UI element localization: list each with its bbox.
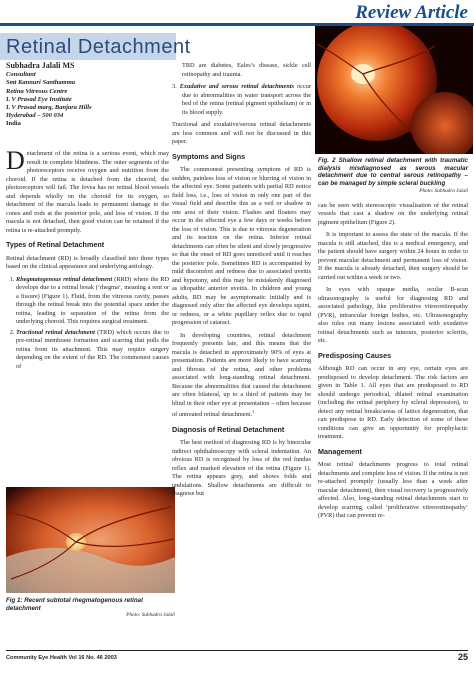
paragraph: The commonest presenting symptom of RD is sudden, painless loss of vision or blurring of vision in the affected eye. Some patients with partial RD notice field loss, i.e., loss of vision in only one part of the visual field and describe this as a veil or shadow in one area of their vision. Flashes and floaters may occur in the affected eye a few days or weeks before the loss of vision. This is due to vitreous degeneration and its traction on the retina. Inferior retinal detachments can often be silent and slowly progressive so that the onset of RD goes unnoticed until it reaches the posterior pole. Sometimes RD is accompanied by mild discomfort and redness due to associated uveitis and hypotony, and this may be mistakenly diagnosed as idiopathic anterior uveitis. In children and young adults, RD may be asymptomatic initially and is diagnosed only after the affected eye develops squint, or redness, or a white pupillary reflex due to rapid progression of cataract.: [172, 166, 311, 326]
article-title: Retinal Detachment: [6, 36, 191, 58]
column-1: [6, 146, 170, 373]
author-line: India: [6, 120, 21, 128]
paragraph: It is important to assess the state of the macula. If the macula is still attached, this is a medical emergency, and the patient should have surgery within 24 hours in order to prevent macular detachment and permanent loss of vision. If the macula is already detached, then surgery should be carried out within a week or two.: [318, 231, 468, 281]
column-3: [318, 157, 468, 525]
drop-cap: D: [6, 146, 25, 175]
author-line: L V Prasad marg, Banjara Hills: [6, 104, 92, 112]
author-line: L V Prasad Eye Institute: [6, 95, 72, 103]
figure-2-credit: Photo: Subhadra Jalali: [419, 188, 468, 195]
paragraph: TRD are diabetes, Eales’s disease, sickle cell retinopathy and trauma.: [182, 62, 311, 78]
types-heading: Types of Retinal Detachment: [6, 240, 105, 249]
list-item: 1. Rhegmatogenous retinal detachment (RRD) where the RD develops due to a retinal break (‘rhegma’, meaning a rent or a fissure) (Figure 1). Fluid, from the vitreous cavity, passes through the retinal break into the potential space under the retina, leading to separation of the retina from the underlying choroid. This requires surgical treatment.: [16, 276, 169, 327]
figure-2-image: [315, 26, 473, 154]
figure-1-image: [6, 487, 175, 593]
author-block: [6, 62, 176, 129]
list-item-3: 3. Exudative and serous retinal detachments occur due to abnormalities in water transport across the bed of the retina (retinal pigment epithelium) or in its blood supply.: [172, 83, 312, 116]
author-line: Smt Kannuri Santhamma: [6, 79, 76, 87]
author-line: Consultant: [6, 71, 36, 79]
author-name: Subhadra Jalali MS: [6, 61, 75, 70]
paragraph: Although RD can occur in any eye, certain eyes are predisposed to develop detachment. The risk factors are given in Table 1. All eyes that are predisposed to RD should undergo periodical, dilated retinal examination (including the retinal periphery by scleral depression), to detect any retinal breaks/areas of lattice degeneration, that can predispose to RD. Early detection of some of these conditions can give an opportunity for prophylactic treatment.: [318, 365, 468, 441]
column-2: [172, 62, 311, 503]
fundus-photo-1: [6, 487, 175, 593]
paragraph: Tractional and exudative/serous retinal detachments are less common and will not be discussed in this paper.: [172, 121, 311, 145]
paragraph: can be seen with stereoscopic visualisation of the retinal vessels that cast a shadow on the underlying retinal pigment epithelium (Figure 2).: [318, 201, 468, 226]
paragraph: In eyes with opaque media, ocular B-scan ultrasonography is useful for diagnosing RD and associated pathology, like proliferative vitreoretinopathy (PVR), intraocular foreign bodies, etc. Ultrasonography also rules out many lesions associated with exudative retinal detachments such as tumours, posterior scleritis, etc.: [318, 286, 468, 345]
figure-2-caption: Fig. 2 Shallow retinal detachment with traumatic dialysis misdiagnosed as serous macular detachment due to central serous retinopathy – can be managed by simple scleral buckling: [318, 157, 468, 187]
signs-heading: Symptoms and Signs: [172, 151, 246, 161]
diagnosis-heading: Diagnosis of Retinal Detachment: [172, 424, 285, 434]
figure-1-caption-block: [6, 597, 175, 618]
types-list: [6, 276, 169, 372]
section-label: Review Article: [355, 2, 468, 23]
types-intro: Retinal detachment (RD) is broadly classified into three types based on the clinical appearance and underlying aetiology.: [6, 254, 169, 270]
page-number: 25: [457, 652, 468, 662]
intro-paragraph: Detachment of the retina is a serious event, which may result in complete blindness. The outer segments of the photoreceptors receive oxygen and nutrition from the choroid. If the retina is detached from the choroid, the photoreceptors will fail. The fovea has no retinal blood vessels and depends wholly on the choroid for its oxygen, so detachment of the macula leads to permanent damage to the cones and rods at the posterior pole, and loss of vision. If the macula is not detached, then good vision can be retained if the retina is re-attached promptly.: [6, 146, 169, 234]
footer-rule: [6, 650, 468, 651]
paragraph: The best method of diagnosing RD is by binocular indirect ophthalmoscopy with scleral indentation. An obvious RD is recognised by loss of the red fundus reflex and marked elevation of the retina (Figure 1). The retina appears grey, and shows folds and undulations. Shallow detachments are difficult to diagnose but: [172, 439, 311, 498]
paragraph: Most retinal detachments progress to total retinal detachments and complete loss of vision. If the retina is not re-attached promptly (usually less than a week after macular detachment), then visual recovery is progressively affected. Also, long-standing retinal detachments start to develop scarring, called ‘proliferative vitreoretinopathy’ (PVR) that can prevent re-: [318, 461, 468, 520]
management-heading: Management: [318, 446, 362, 456]
figure-1-credit: Photo: Subhadra Jalali: [126, 612, 175, 619]
author-line: Hyderabad – 500 034: [6, 112, 64, 120]
journal-citation: Community Eye Health Vol 16 No. 46 2003: [6, 655, 117, 661]
figure-1-caption: Fig 1: Recent subtotal rhegmatogenous retinal detachment: [6, 597, 143, 612]
predisposing-heading: Predisposing Causes: [318, 350, 392, 360]
fundus-photo-2: [315, 26, 473, 154]
list-item: 2. Tractional retinal detachment (TRD) which occurs due to pre-retinal membrane formation and scarring that pulls the retina from its attachment. This may require surgery depending on the extent of the RD. The commonest causes of: [16, 329, 169, 372]
paragraph: In developing countries, retinal detachment frequently presents late, and this means that the macula is detached in approximately 90% of eyes at presentation. Patients are more likely to have scarring and fibrosis of the retina, and other problems associated with long-standing retinal detachment. Because the abnormalities that caused the detachment are often bilateral, up to a third of patients may be blind in their other eye at presentation – often because of untreated retinal detachment.$^1$: [172, 331, 311, 419]
author-line: Retina Vitreous Centre: [6, 87, 68, 95]
